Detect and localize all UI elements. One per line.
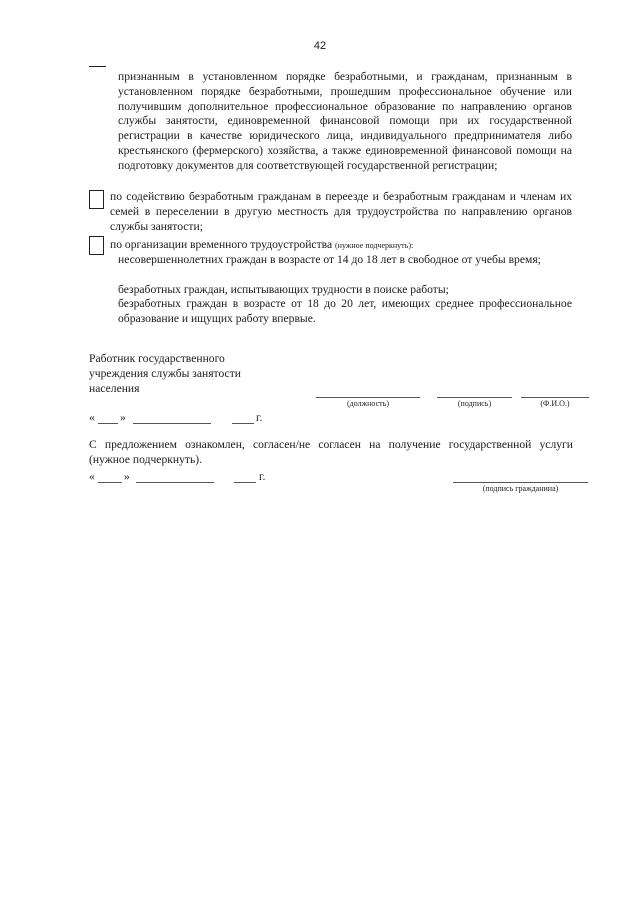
ack-date-month-line[interactable]: [136, 482, 214, 483]
sub-item-minors: несовершеннолетних граждан в возрасте от 14 до 18 лет в свободное от учебы время;: [118, 253, 541, 266]
item-dash: [89, 66, 106, 67]
position-line[interactable]: [316, 397, 420, 398]
page-number: 42: [313, 40, 327, 52]
date-year-line[interactable]: [232, 423, 254, 424]
acknowledgement-text: С предложением ознакомлен, согласен/не согласен на получение государственной услуги (нужное подчеркнуть).: [89, 438, 573, 466]
caption-signature: (подпись): [457, 399, 492, 408]
date-close-quote: »: [120, 411, 126, 424]
ack-date-day-line[interactable]: [98, 482, 122, 483]
citizen-signature-line[interactable]: [453, 482, 588, 483]
underline-note: (нужное подчеркнуть):: [335, 241, 414, 250]
name-line[interactable]: [521, 397, 589, 398]
sub-item-young-graduates: безработных граждан в возрасте от 18 до 20 лет, имеющих среднее профессиональное образование и ищущих работу впервые.: [118, 297, 572, 325]
worker-label: Работник государственного учреждения службы занятости населения: [89, 352, 241, 395]
year-suffix: г.: [256, 411, 263, 424]
checkbox-temporary-employment[interactable]: [89, 236, 104, 255]
paragraph-relocation: по содействию безработным гражданам в переезде и безработным гражданам и членам их семей в переселении в другую местность для трудоустройства по направлению органов службы занятости;: [110, 190, 572, 233]
ack-year-suffix: г.: [259, 470, 266, 483]
date-open-quote: «: [89, 411, 95, 424]
signature-line[interactable]: [437, 397, 512, 398]
ack-date-close-quote: »: [124, 470, 130, 483]
paragraph-temporary-employment: [110, 238, 572, 254]
temporary-employment-label: по организации временного трудоустройства: [110, 238, 333, 251]
caption-citizen-signature: (подпись гражданина): [482, 484, 559, 493]
ack-date-open-quote: «: [89, 470, 95, 483]
sub-item-difficulties: безработных граждан, испытывающих трудности в поиске работы;: [118, 283, 449, 296]
date-day-line[interactable]: [98, 423, 118, 424]
checkbox-relocation[interactable]: [89, 190, 104, 209]
caption-position: (должность): [347, 399, 389, 408]
caption-name: (Ф.И.О.): [540, 399, 570, 408]
paragraph-financial-aid: признанным в установленном порядке безработными, и гражданам, признанным в установленном порядке безработными, прошедшим профессиональное обучение или получившим дополнительное профессиональное образование по направлению органов службы занятости, единовременной финансовой помощи при их государственной регистрации в качестве юридического лица, индивидуального предпринимателя либо крестьянского (фермерского) хозяйства, а также единовременной финансовой помощи на подготовку документов для соответствующей государственной регистрации;: [118, 70, 572, 172]
date-month-line[interactable]: [133, 423, 211, 424]
ack-date-year-line[interactable]: [234, 482, 256, 483]
